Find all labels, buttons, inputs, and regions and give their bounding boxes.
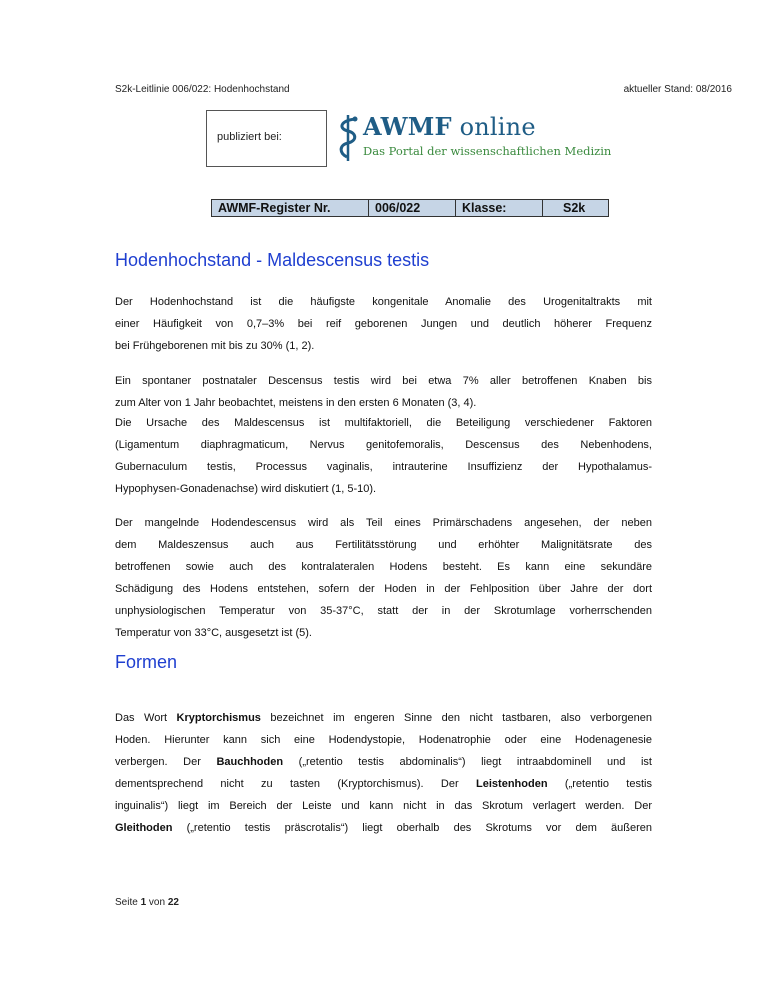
paragraph-descensus: Ein spontaner postnataler Descensus testis wird bei etwa 7% aller betroffenen Knaben bis zum Alter von 1 Jahr beobachtet, meistens in den ersten 6 Monaten (3, 4). — [115, 375, 652, 409]
paragraph-damage: Der mangelnde Hodendescensus wird als Teil eines Primärschadens angesehen, der neben dem Maldeszensus auch aus Fertilitätsstörung und erhöhter Malignitätsrate des betroffenen sowie auch des kontralateralen Hodens besteht. Es kann eine sekundäre Schädigung des Hodens entstehen, sofern der Hoden in der Fehlposition über Jahre der dort unphysiologischen Temperatur von 35-37°C, statt der in der Skrotumlage vorherrschenden Temperatur von 33°C, ausgesetzt ist (5). — [115, 517, 652, 639]
register-number: 006/022 — [369, 200, 456, 216]
class-label: Klasse: — [456, 200, 543, 216]
publisher-label: publiziert bei: — [217, 131, 282, 143]
document-title: Hodenhochstand - Maldescensus testis — [115, 250, 430, 270]
class-value: S2k — [563, 201, 586, 215]
running-header-right: aktueller Stand: 08/2016 — [623, 84, 732, 95]
paragraph-cause: Die Ursache des Maldescensus ist multifaktoriell, die Beteiligung verschiedener Faktoren (Ligamentum diaphragmaticum, Nervus genitofemoralis, Descensus des Nebenhodens, Gubernaculum testis, Processus vaginalis, intrauterine Insuffizienz der Hypothalamus- Hypophysen-Gonadenachse) wird diskutiert (1, 5-10). — [115, 417, 652, 495]
paragraph-forms: Das Wort Kryptorchismus bezeichnet im engeren Sinne den nicht tastbaren, also verborgenen Hoden. Hierunter kann sich eine Hodendystopie, Hodenatrophie oder eine Hodenagenesie verbergen. Der Bauchhoden („retentio testis abdominalis“) liegt intraabdominell und ist dementsprechend nicht zu tasten (Kryptorchismus). Der Leistenhoden („retentio testis inguinalis“) liegt im Bereich der Leiste und kann nicht in das Skrotum verlagert werden. Der Gleithoden („retentio testis präscrotalis“) liegt oberhalb des Skrotums vor dem äußeren — [115, 712, 652, 834]
awmf-logo — [326, 110, 611, 167]
logo-subtitle: Das Portal der wissenschaftlichen Medizin — [363, 144, 612, 158]
publisher-box — [206, 110, 610, 167]
register-label: AWMF-Register Nr. — [212, 200, 369, 216]
caduceus-icon — [333, 113, 363, 163]
section-heading-forms: Formen — [115, 652, 178, 672]
running-header-left: S2k-Leitlinie 006/022: Hodenhochstand — [115, 84, 290, 95]
logo-title: AWMF online — [363, 112, 536, 141]
register-table — [211, 199, 609, 217]
paragraph-intro: Der Hodenhochstand ist die häufigste kongenitale Anomalie des Urogenitaltrakts mit einer Häufigkeit von 0,7–3% bei reif geborenen Jungen und deutlich höherer Frequenz bei Frühgeborenen mit bis zu 30% (1, 2). — [115, 296, 652, 352]
page-footer: Seite 1 von 22 — [115, 897, 179, 908]
